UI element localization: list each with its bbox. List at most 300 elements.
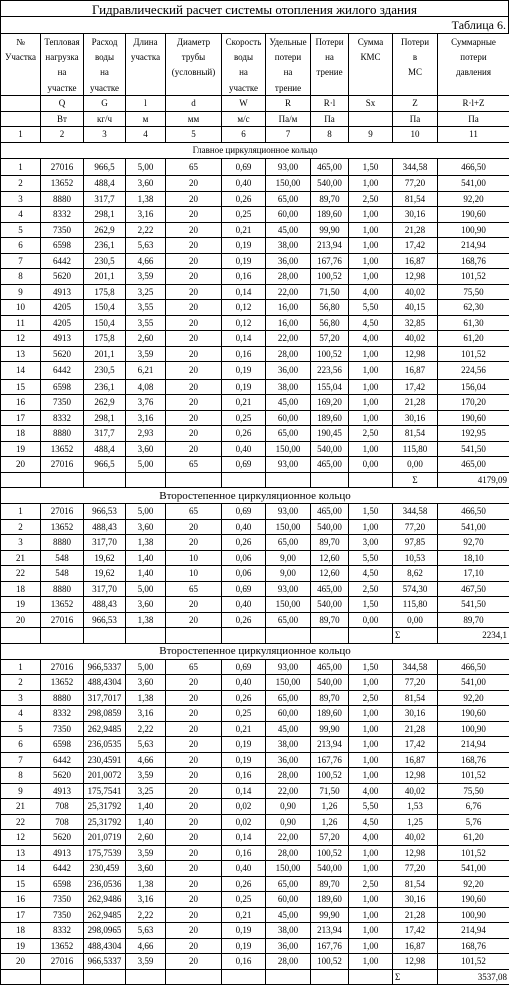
table-cell: 317,7	[84, 191, 126, 207]
table-cell: 175,8	[84, 331, 126, 347]
table-cell: 12,98	[393, 768, 438, 784]
table-cell: 1,00	[349, 938, 393, 954]
table-row	[1, 176, 509, 192]
table-cell: 30,16	[393, 207, 438, 223]
table-cell: 92,20	[438, 191, 509, 207]
table-cell: 40,02	[393, 284, 438, 300]
table-cell: 27016	[41, 612, 84, 628]
table-cell: 3,00	[349, 535, 393, 551]
table-cell: 150,4	[84, 315, 126, 331]
table-cell: 13	[1, 845, 41, 861]
table-cell: 20	[166, 410, 222, 426]
table-cell: 3,25	[126, 284, 166, 300]
table-cell: 1,50	[349, 597, 393, 613]
table-cell: 1,00	[349, 721, 393, 737]
table-row	[1, 315, 509, 331]
table-cell: 27016	[41, 158, 84, 176]
table-cell: 0,16	[222, 269, 266, 285]
table-cell: 189,60	[311, 207, 349, 223]
table-cell: 38,00	[266, 238, 311, 254]
table-cell: 317,7	[84, 426, 126, 442]
table-cell: 10,53	[393, 550, 438, 566]
table-cell: 89,70	[311, 612, 349, 628]
symbol-cell: Sx	[349, 96, 393, 112]
unit-cell: Па	[438, 111, 509, 127]
unit-cell: Па/м	[266, 111, 311, 127]
header-cell: на	[311, 49, 349, 65]
table-cell: 465,00	[311, 457, 349, 473]
table-cell: 262,9	[84, 222, 126, 238]
table-row	[1, 690, 509, 706]
table-cell: 1,00	[349, 923, 393, 939]
symbol-cell: R	[266, 96, 311, 112]
unit-cell: Вт	[41, 111, 84, 127]
table-cell: 262,9485	[84, 907, 126, 923]
table-cell: 6442	[41, 253, 84, 269]
table-cell: 20	[166, 830, 222, 846]
total-symbol: Σ	[393, 628, 438, 644]
table-cell: 3,59	[126, 954, 166, 970]
table-cell: 0,26	[222, 426, 266, 442]
table-cell: 61,20	[438, 331, 509, 347]
table-cell: 1,38	[126, 876, 166, 892]
table-cell: 236,0536	[84, 876, 126, 892]
table-cell: 0,21	[222, 907, 266, 923]
table-cell: 192,95	[438, 426, 509, 442]
header-cell: трение	[266, 80, 311, 96]
table-cell: 6	[1, 737, 41, 753]
table-cell: 0,21	[222, 222, 266, 238]
table-cell: 92,20	[438, 876, 509, 892]
table-cell: 0,00	[393, 612, 438, 628]
table-cell: 92,20	[438, 690, 509, 706]
table-cell: 30,16	[393, 410, 438, 426]
table-row	[1, 379, 509, 395]
header-cell: участке	[84, 80, 126, 96]
table-cell: 8880	[41, 426, 84, 442]
table-cell: 4	[1, 706, 41, 722]
table-cell: 20	[166, 238, 222, 254]
table-cell: 15	[1, 379, 41, 395]
table-cell: 169,20	[311, 395, 349, 411]
table-cell: 966,53	[84, 504, 126, 520]
table-row	[1, 907, 509, 923]
table-cell: 10	[166, 550, 222, 566]
table-cell: 61,30	[438, 315, 509, 331]
header-cell	[311, 80, 349, 96]
table-cell: 89,70	[311, 191, 349, 207]
header-cell: трубы	[166, 49, 222, 65]
table-cell: 4,50	[349, 566, 393, 582]
table-cell: 150,4	[84, 300, 126, 316]
table-cell: 0,02	[222, 799, 266, 815]
table-row	[1, 923, 509, 939]
table-cell: 1,38	[126, 191, 166, 207]
table-row	[1, 721, 509, 737]
table-cell: 20	[1, 457, 41, 473]
table-row	[1, 954, 509, 970]
table-cell: 28,00	[266, 768, 311, 784]
table-cell: 465,00	[311, 158, 349, 176]
table-cell: 20	[166, 519, 222, 535]
symbol-cell: R·l+Z	[438, 96, 509, 112]
table-cell: 100,90	[438, 721, 509, 737]
symbol-cell	[1, 96, 41, 112]
total-empty-cell	[84, 628, 126, 644]
table-row	[1, 362, 509, 380]
table-cell: 0,40	[222, 441, 266, 457]
table-cell: 4205	[41, 315, 84, 331]
table-cell: 5,00	[126, 504, 166, 520]
table-cell: 213,94	[311, 238, 349, 254]
table-cell: 45,00	[266, 395, 311, 411]
table-cell: 230,4591	[84, 752, 126, 768]
table-cell: 201,1	[84, 269, 126, 285]
table-cell: 7350	[41, 222, 84, 238]
table-cell: 20	[166, 845, 222, 861]
table-cell: 18	[1, 426, 41, 442]
table-cell: 8	[1, 269, 41, 285]
table-cell: 5,00	[126, 158, 166, 176]
header-cell: участке	[41, 80, 84, 96]
table-cell: 6442	[41, 362, 84, 380]
table-cell: 9,00	[266, 550, 311, 566]
table-row	[1, 300, 509, 316]
table-cell: 22,00	[266, 284, 311, 300]
table-cell: 344,58	[393, 158, 438, 176]
table-cell: 0,14	[222, 830, 266, 846]
table-cell: 167,76	[311, 752, 349, 768]
table-cell: 20	[166, 706, 222, 722]
table-cell: 13652	[41, 675, 84, 691]
table-cell: 1,00	[349, 269, 393, 285]
table-cell: 2	[1, 675, 41, 691]
table-cell: 1,50	[349, 659, 393, 675]
table-cell: 20	[166, 346, 222, 362]
table-cell: 25,31792	[84, 799, 126, 815]
table-cell: 1,00	[349, 410, 393, 426]
table-cell: 0,26	[222, 535, 266, 551]
table-cell: 4913	[41, 331, 84, 347]
table-cell: 2	[1, 519, 41, 535]
table-row	[1, 597, 509, 613]
table-cell: 0,90	[266, 799, 311, 815]
table-cell: 0,21	[222, 395, 266, 411]
section-title: Главное циркуляционное кольцо	[1, 142, 509, 158]
header-cell: потери	[438, 49, 509, 65]
table-cell: 81,54	[393, 426, 438, 442]
table-cell: 5620	[41, 269, 84, 285]
table-cell: 81,54	[393, 191, 438, 207]
table-cell: 60,00	[266, 706, 311, 722]
table-cell: 100,90	[438, 222, 509, 238]
table-row	[1, 861, 509, 877]
symbol-cell: W	[222, 96, 266, 112]
table-cell: 2,60	[126, 830, 166, 846]
table-cell: 189,60	[311, 410, 349, 426]
unit-cell	[349, 111, 393, 127]
column-number-cell: 6	[222, 127, 266, 143]
total-row	[1, 628, 509, 644]
table-cell: 214,94	[438, 737, 509, 753]
table-cell: 2,22	[126, 907, 166, 923]
table-cell: 0,19	[222, 737, 266, 753]
table-cell: 20	[166, 222, 222, 238]
symbol-row	[1, 96, 509, 112]
table-cell: 100,52	[311, 346, 349, 362]
table-cell: 20	[166, 861, 222, 877]
table-cell: 77,20	[393, 675, 438, 691]
table-cell: 0,26	[222, 690, 266, 706]
header-cell: на	[41, 65, 84, 81]
table-cell: 150,00	[266, 176, 311, 192]
table-row	[1, 938, 509, 954]
table-cell: 1,40	[126, 566, 166, 582]
table-cell: 36,00	[266, 938, 311, 954]
table-row	[1, 426, 509, 442]
table-cell: 20	[166, 752, 222, 768]
table-cell: 57,20	[311, 830, 349, 846]
table-cell: 21	[1, 799, 41, 815]
table-cell: 0,14	[222, 783, 266, 799]
table-cell: 168,76	[438, 938, 509, 954]
table-row	[1, 706, 509, 722]
table-cell: 17	[1, 907, 41, 923]
table-cell: 93,00	[266, 457, 311, 473]
table-cell: 0,26	[222, 191, 266, 207]
table-cell: 0,19	[222, 923, 266, 939]
table-cell: 3,59	[126, 768, 166, 784]
table-cell: 81,54	[393, 876, 438, 892]
table-cell: 540,00	[311, 441, 349, 457]
header-cell: Суммарные	[438, 34, 509, 50]
symbol-cell: G	[84, 96, 126, 112]
table-cell: 201,1	[84, 346, 126, 362]
table-cell: 0,69	[222, 457, 266, 473]
header-cell: воды	[222, 49, 266, 65]
table-cell: 1,00	[349, 768, 393, 784]
table-cell: 20	[1, 612, 41, 628]
symbol-cell: Z	[393, 96, 438, 112]
table-row	[1, 799, 509, 815]
table-cell: 541,00	[438, 176, 509, 192]
table-cell: 89,70	[311, 535, 349, 551]
table-cell: 10	[1, 300, 41, 316]
table-cell: 22,00	[266, 783, 311, 799]
table-cell: 466,50	[438, 659, 509, 675]
table-cell: 12,98	[393, 954, 438, 970]
table-cell: 56,80	[311, 300, 349, 316]
table-cell: 214,94	[438, 238, 509, 254]
table-cell: 0,26	[222, 876, 266, 892]
table-cell: 8332	[41, 410, 84, 426]
total-empty-cell	[84, 472, 126, 488]
table-cell: 8332	[41, 923, 84, 939]
table-cell: 100,90	[438, 907, 509, 923]
table-row	[1, 191, 509, 207]
table-cell: 99,90	[311, 222, 349, 238]
table-cell: 708	[41, 799, 84, 815]
page-title: Гидравлический расчет системы отопления жилого здания	[0, 0, 509, 17]
header-cell: МС	[393, 65, 438, 81]
table-cell: 19	[1, 597, 41, 613]
table-cell: 16,00	[266, 300, 311, 316]
table-cell: 1,00	[349, 362, 393, 380]
table-cell: 540,00	[311, 519, 349, 535]
table-cell: 100,52	[311, 845, 349, 861]
table-cell: 0,06	[222, 550, 266, 566]
header-cell: Участка	[1, 49, 41, 65]
table-cell: 1,40	[126, 550, 166, 566]
table-cell: 60,00	[266, 410, 311, 426]
table-cell: 16,87	[393, 752, 438, 768]
table-cell: 236,1	[84, 238, 126, 254]
table-cell: 60,00	[266, 892, 311, 908]
total-empty-cell	[166, 969, 222, 985]
total-empty-cell	[266, 628, 311, 644]
table-cell: 22	[1, 566, 41, 582]
table-cell: 71,50	[311, 284, 349, 300]
table-cell: 20	[166, 441, 222, 457]
table-cell: 0,25	[222, 207, 266, 223]
table-cell: 488,4304	[84, 938, 126, 954]
total-empty-cell	[166, 628, 222, 644]
table-cell: 262,9	[84, 395, 126, 411]
table-cell: 175,8	[84, 284, 126, 300]
table-cell: 15	[1, 876, 41, 892]
header-cell: №	[1, 34, 41, 50]
table-cell: 966,5337	[84, 659, 126, 675]
table-cell: 38,00	[266, 923, 311, 939]
table-cell: 213,94	[311, 737, 349, 753]
table-cell: 77,20	[393, 861, 438, 877]
table-cell: 28,00	[266, 954, 311, 970]
table-cell: 170,20	[438, 395, 509, 411]
table-cell: 6598	[41, 379, 84, 395]
table-cell: 1,00	[349, 395, 393, 411]
table-cell: 1,40	[126, 814, 166, 830]
table-cell: 540,00	[311, 176, 349, 192]
header-cell: Тепловая	[41, 34, 84, 50]
table-cell: 75,50	[438, 783, 509, 799]
table-cell: 36,00	[266, 253, 311, 269]
table-cell: 8880	[41, 191, 84, 207]
table-cell: 298,0859	[84, 706, 126, 722]
table-cell: 4,66	[126, 253, 166, 269]
table-row	[1, 612, 509, 628]
table-cell: 97,85	[393, 535, 438, 551]
table-cell: 150,00	[266, 519, 311, 535]
total-empty-cell	[41, 969, 84, 985]
table-cell: 201,0072	[84, 768, 126, 784]
symbol-cell: Q	[41, 96, 84, 112]
table-cell: 14	[1, 861, 41, 877]
table-cell: 11	[1, 315, 41, 331]
total-empty-cell	[41, 472, 84, 488]
table-cell: 3,60	[126, 861, 166, 877]
unit-cell: Па	[311, 111, 349, 127]
table-cell: 175,7541	[84, 783, 126, 799]
table-row	[1, 395, 509, 411]
table-cell: 0,40	[222, 597, 266, 613]
table-cell: 3,59	[126, 346, 166, 362]
header-cell: Удельные	[266, 34, 311, 50]
table-cell: 0,19	[222, 362, 266, 380]
table-cell: 4	[1, 207, 41, 223]
table-cell: 20	[166, 675, 222, 691]
table-row	[1, 783, 509, 799]
table-cell: 5,50	[349, 300, 393, 316]
table-cell: 8880	[41, 690, 84, 706]
table-cell: 1	[1, 504, 41, 520]
unit-cell: мм	[166, 111, 222, 127]
table-cell: 465,00	[438, 457, 509, 473]
table-cell: 1,00	[349, 238, 393, 254]
table-cell: 13652	[41, 441, 84, 457]
table-cell: 12,60	[311, 566, 349, 582]
table-cell: 60,00	[266, 207, 311, 223]
table-cell: 27016	[41, 504, 84, 520]
table-cell: 19	[1, 441, 41, 457]
table-cell: 0,19	[222, 938, 266, 954]
table-cell: 101,52	[438, 269, 509, 285]
header-cell: на	[84, 65, 126, 81]
section-title-row	[1, 142, 509, 158]
table-cell: 541,00	[438, 861, 509, 877]
table-cell: 16	[1, 892, 41, 908]
table-cell: 27016	[41, 954, 84, 970]
table-cell: 12,98	[393, 346, 438, 362]
table-cell: 7350	[41, 721, 84, 737]
table-cell: 262,9486	[84, 892, 126, 908]
table-cell: 317,7017	[84, 690, 126, 706]
table-cell: 7350	[41, 907, 84, 923]
table-cell: 0,40	[222, 176, 266, 192]
table-cell: 8880	[41, 535, 84, 551]
table-cell: 2,22	[126, 721, 166, 737]
table-cell: 155,04	[311, 379, 349, 395]
table-cell: 466,50	[438, 504, 509, 520]
column-number-cell: 11	[438, 127, 509, 143]
table-cell: 6	[1, 238, 41, 254]
table-cell: 45,00	[266, 907, 311, 923]
table-cell: 20	[166, 876, 222, 892]
table-cell: 0,69	[222, 659, 266, 675]
table-cell: 708	[41, 814, 84, 830]
table-cell: 317,70	[84, 535, 126, 551]
header-cell: в	[393, 49, 438, 65]
table-cell: 150,00	[266, 675, 311, 691]
table-cell: 93,00	[266, 158, 311, 176]
table-cell: 0,19	[222, 379, 266, 395]
table-cell: 540,00	[311, 861, 349, 877]
table-cell: 0,19	[222, 253, 266, 269]
table-cell: 0,90	[266, 814, 311, 830]
table-cell: 966,5	[84, 457, 126, 473]
table-cell: 38,00	[266, 379, 311, 395]
total-empty-cell	[1, 969, 41, 985]
table-cell: 190,45	[311, 426, 349, 442]
header-cell	[349, 65, 393, 81]
table-cell: 28,00	[266, 845, 311, 861]
symbol-cell: R·l	[311, 96, 349, 112]
section-title: Второстепенное циркуляционное кольцо	[1, 488, 509, 504]
table-row	[1, 457, 509, 473]
table-cell: 100,52	[311, 768, 349, 784]
table-cell: 4913	[41, 284, 84, 300]
table-cell: 1,00	[349, 737, 393, 753]
table-cell: 99,90	[311, 721, 349, 737]
